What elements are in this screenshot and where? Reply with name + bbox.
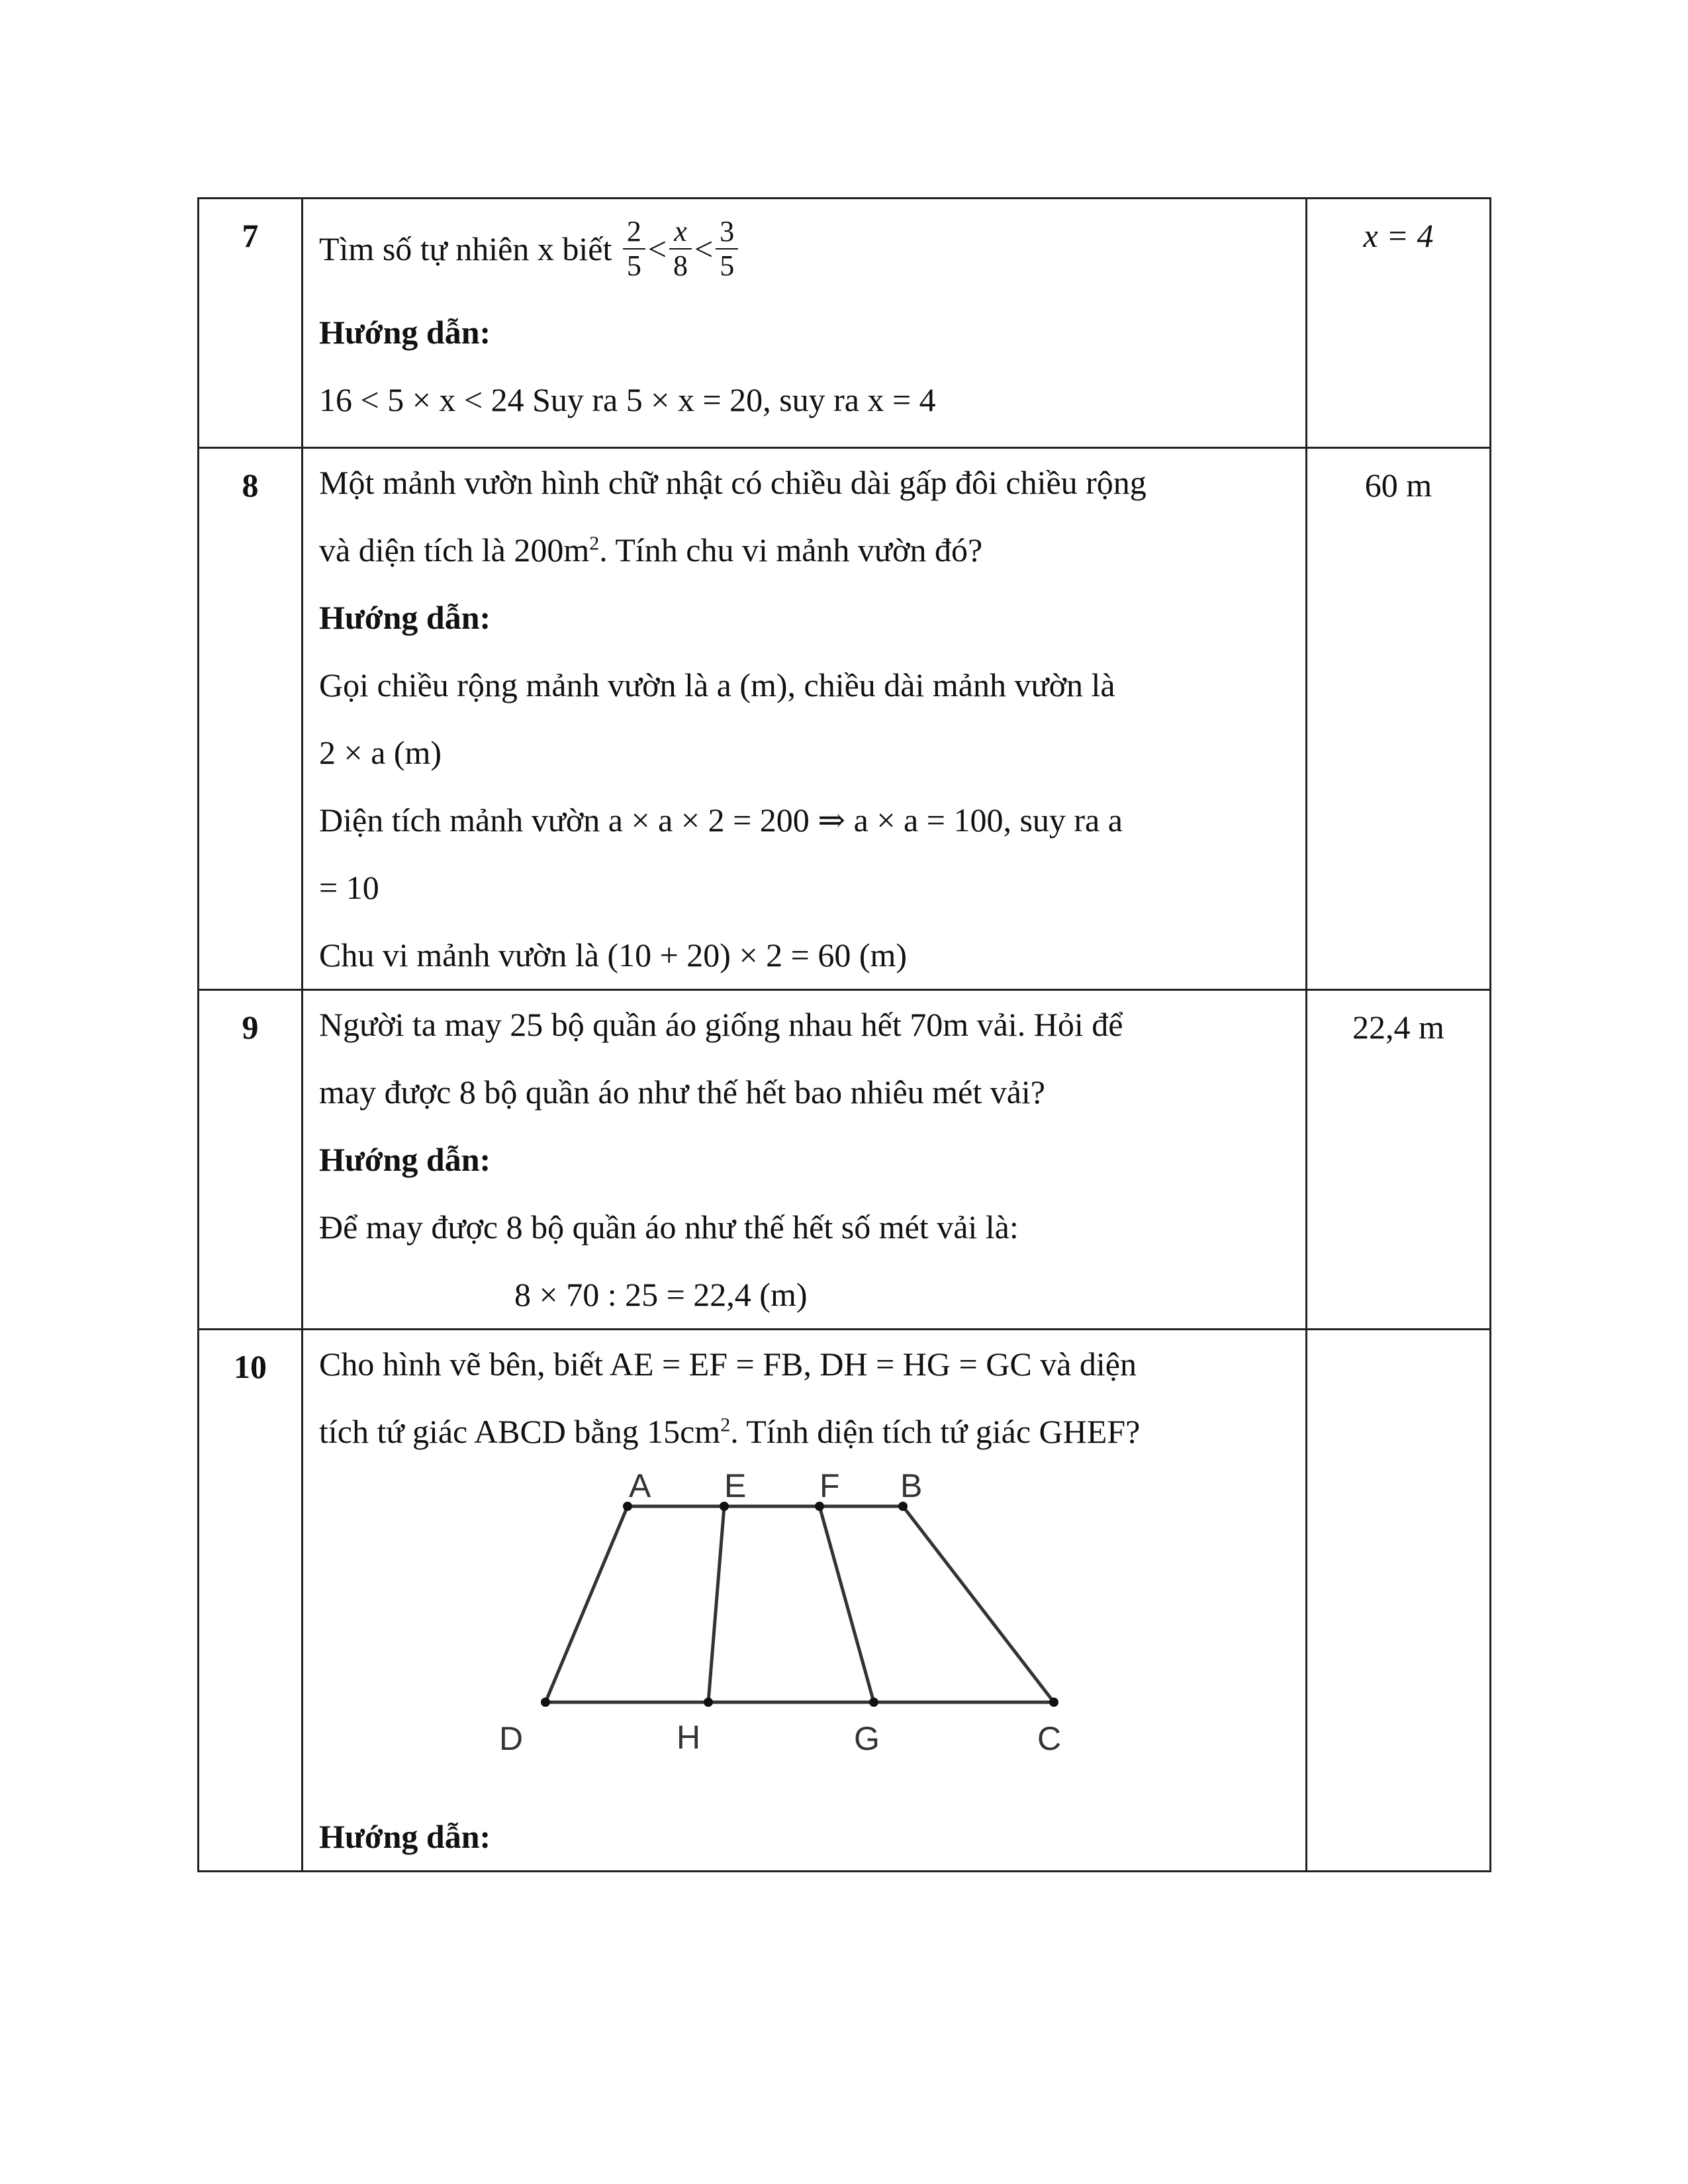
question-body-cell	[303, 1330, 1307, 1872]
fraction-numerator: 3	[716, 215, 738, 250]
question-number-cell	[199, 1330, 303, 1872]
label-h: H	[677, 1719, 701, 1756]
superscript: 2	[720, 1414, 731, 1436]
guide-label: Hướng dẫn:	[319, 314, 491, 351]
segment-bc	[903, 1506, 1054, 1702]
guide-line: = 10	[319, 869, 379, 906]
question-text-line	[319, 516, 1292, 584]
point-d	[541, 1698, 550, 1707]
question-number-cell	[199, 199, 303, 448]
point-h	[704, 1698, 713, 1707]
question-text-prefix: Tìm số tự nhiên x biết	[319, 230, 612, 267]
guide-line: 2 × a (m)	[319, 734, 442, 771]
trapezoid-figure	[319, 1465, 1292, 1803]
superscript: 2	[589, 532, 600, 555]
label-b: B	[900, 1467, 923, 1504]
question-body-cell	[303, 990, 1307, 1330]
qa-table	[197, 197, 1491, 1872]
label-c: C	[1037, 1720, 1062, 1757]
question-number: 9	[242, 1009, 259, 1046]
less-than-operator: <	[647, 230, 667, 267]
question-text-part: . Tính chu vi mảnh vườn đó?	[599, 531, 983, 569]
label-e: E	[724, 1467, 747, 1504]
fraction	[623, 215, 645, 283]
segment-ad	[545, 1506, 628, 1702]
label-a: A	[629, 1467, 651, 1504]
answer-cell	[1307, 448, 1491, 990]
segment-eh	[708, 1506, 724, 1702]
answer-cell	[1307, 1330, 1491, 1872]
fraction-denominator: 5	[720, 249, 735, 282]
answer-cell	[1307, 990, 1491, 1330]
question-text-part: và diện tích là 200m	[319, 531, 590, 569]
guide-label: Hướng dẫn:	[319, 599, 491, 636]
answer	[1307, 1330, 1489, 1333]
answer: x = 4	[1363, 217, 1434, 254]
question-row	[199, 990, 1491, 1330]
less-than-operator: <	[694, 230, 714, 267]
question-number: 8	[242, 467, 259, 504]
question-text-line: Người ta may 25 bộ quần áo giống nhau hết 70m vải. Hỏi để	[319, 1006, 1123, 1043]
guide-label: Hướng dẫn:	[319, 1141, 491, 1178]
question-number: 10	[234, 1348, 267, 1385]
question-number: 7	[242, 217, 259, 254]
label-f: F	[820, 1467, 840, 1504]
answer: 60 m	[1364, 467, 1432, 504]
label-d: D	[499, 1720, 524, 1757]
guide-line: Chu vi mảnh vườn là (10 + 20) × 2 = 60 (m)	[319, 936, 908, 974]
fraction-denominator: 8	[673, 249, 688, 282]
point-g	[869, 1698, 878, 1707]
question-text-line: Cho hình vẽ bên, biết AE = EF = FB, DH = HG = GC và diện	[319, 1345, 1137, 1383]
segment-fg	[820, 1506, 874, 1702]
guide-line: Diện tích mảnh vườn a × a × 2 = 200 ⇒ a × a = 100, suy ra a	[319, 801, 1123, 839]
trapezoid-diagram	[319, 1465, 1286, 1803]
label-g: G	[854, 1720, 880, 1757]
question-text-line: may được 8 bộ quần áo như thế hết bao nhiêu mét vải?	[319, 1073, 1045, 1111]
question-body-cell	[303, 199, 1307, 448]
point-c	[1049, 1698, 1058, 1707]
question-text-part: tích tứ giác ABCD bằng 15cm	[319, 1413, 721, 1450]
question-text-line	[319, 1398, 1292, 1465]
fraction	[716, 215, 738, 283]
question-row	[199, 199, 1491, 448]
figure-lines	[545, 1506, 1054, 1702]
question-text-part: . Tính diện tích tứ giác GHEF?	[730, 1413, 1141, 1450]
fraction-numerator: x	[669, 215, 692, 250]
guide-line: 8 × 70 : 25 = 22,4 (m)	[514, 1276, 808, 1313]
answer-cell	[1307, 199, 1491, 448]
question-text-line: Một mảnh vườn hình chữ nhật có chiều dài gấp đôi chiều rộng	[319, 464, 1147, 501]
fraction	[669, 215, 692, 283]
guide-line: Gọi chiều rộng mảnh vườn là a (m), chiều dài mảnh vườn là	[319, 666, 1115, 704]
question-number-cell	[199, 990, 303, 1330]
guide-line: Để may được 8 bộ quần áo như thế hết số mét vải là:	[319, 1208, 1019, 1246]
question-number-cell	[199, 448, 303, 990]
question-body-cell	[303, 448, 1307, 990]
question-text	[319, 199, 1292, 298]
question-row	[199, 448, 1491, 990]
fraction-numerator: 2	[623, 215, 645, 250]
guide-line: 16 < 5 × x < 24 Suy ra 5 × x = 20, suy ra x = 4	[319, 381, 936, 418]
question-row	[199, 1330, 1491, 1872]
guide-label: Hướng dẫn:	[319, 1818, 491, 1855]
fraction-denominator: 5	[626, 249, 641, 282]
figure-points	[541, 1502, 1058, 1707]
answer: 22,4 m	[1352, 1009, 1444, 1046]
